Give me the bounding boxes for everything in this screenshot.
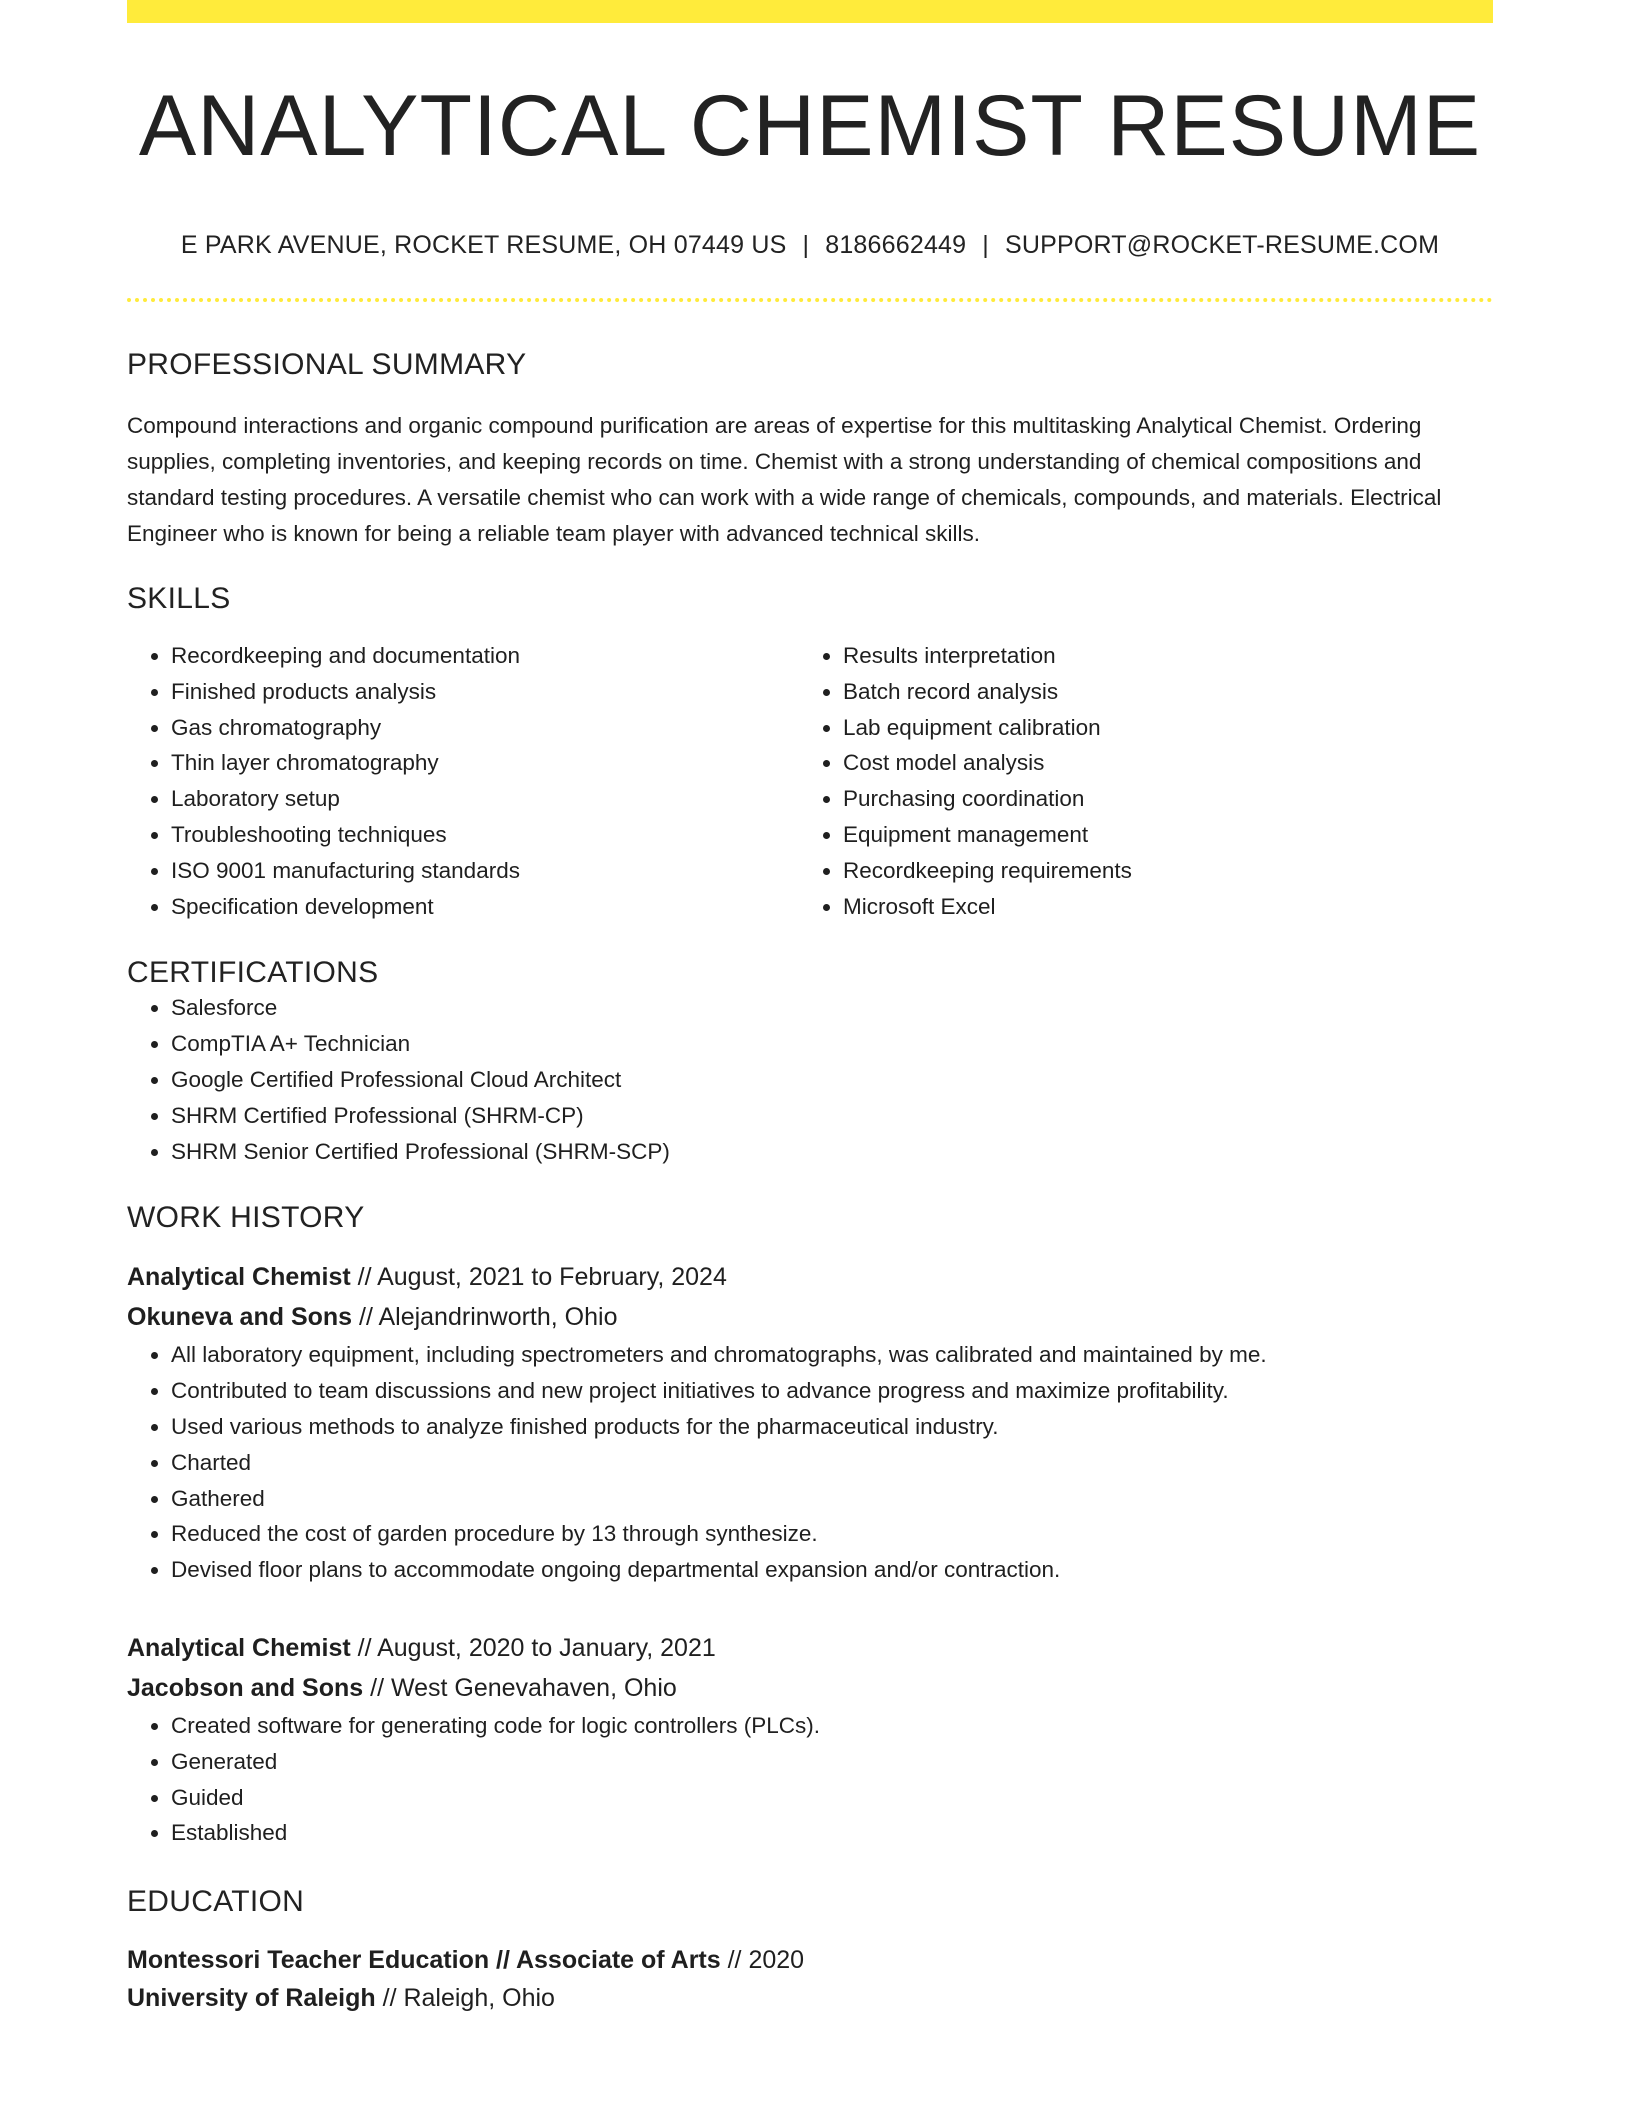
certifications-heading: CERTIFICATIONS: [127, 956, 379, 990]
job-company: Jacobson and Sons: [127, 1673, 364, 1702]
education-entry: [127, 1941, 1493, 2017]
job-bullet: • Charted: [171, 1445, 1493, 1481]
job-title: Analytical Chemist: [127, 1633, 351, 1662]
top-accent-bar: [127, 0, 1493, 23]
skills-column-right: [799, 638, 1471, 924]
job-bullet: • Devised floor plans to accommodate ongoing departmental expansion and/or contraction.: [171, 1552, 1493, 1588]
summary-heading: PROFESSIONAL SUMMARY: [127, 348, 527, 381]
contact-separator: |: [802, 231, 810, 259]
certification-item: • Google Certified Professional Cloud Architect: [171, 1062, 1493, 1098]
job-bullet: • Guided: [171, 1780, 1493, 1816]
certifications-list: [127, 990, 1493, 1169]
header-divider: [127, 298, 1493, 302]
skill-item: • Lab equipment calibration: [843, 710, 1471, 746]
job-dates: // August, 2021 to February, 2024: [350, 1263, 727, 1292]
skill-item: • Laboratory setup: [171, 781, 799, 817]
skill-item: • Cost model analysis: [843, 745, 1471, 781]
resume-page: [127, 0, 1493, 2017]
education-year: // 2020: [720, 1946, 805, 1975]
skill-item: • Batch record analysis: [843, 674, 1471, 710]
contact-info: [127, 231, 1493, 260]
contact-email: SUPPORT@ROCKET-RESUME.COM: [1004, 231, 1440, 259]
contact-phone: 8186662449: [825, 231, 967, 259]
job-company-line: [127, 1297, 1493, 1337]
job-location: // West Genevahaven, Ohio: [363, 1673, 677, 1702]
skill-item: • Troubleshooting techniques: [171, 817, 799, 853]
resume-title: ANALYTICAL CHEMIST RESUME: [138, 78, 1482, 174]
job-entry: [127, 1628, 1493, 1851]
education-heading: EDUCATION: [127, 1885, 305, 1919]
certification-item: • CompTIA A+ Technician: [171, 1026, 1493, 1062]
summary-text: Compound interactions and organic compound purification are areas of expertise for this multitasking Analytical Chemist. Ordering supplies, completing inventories, and keeping records on time. Chemist with a strong understanding of chemical compositions and standard testing procedures. A versatile chemist who can work with a wide range of chemicals, compounds, and materials. Electrical Engineer who is known for being a reliable team player with advanced technical skills.: [127, 413, 1442, 546]
job-bullet: • Established: [171, 1815, 1493, 1851]
job-location: // Alejandrinworth, Ohio: [352, 1303, 618, 1332]
job-bullet: • Gathered: [171, 1481, 1493, 1517]
job-entry: [127, 1257, 1493, 1588]
contact-separator: |: [982, 231, 989, 259]
skill-item: • Recordkeeping requirements: [843, 853, 1471, 889]
job-title: Analytical Chemist: [127, 1263, 351, 1292]
job-bullet: • Reduced the cost of garden procedure by 13 through synthesize.: [171, 1516, 1493, 1552]
skills-list-left: [127, 638, 799, 924]
job-bullets: [127, 1337, 1493, 1588]
job-bullets: [127, 1708, 1493, 1851]
education-location: // Raleigh, Ohio: [375, 1984, 555, 2013]
skill-item: • Results interpretation: [843, 638, 1471, 674]
skill-item: • Thin layer chromatography: [171, 745, 799, 781]
job-bullet: • Used various methods to analyze finished products for the pharmaceutical industry.: [171, 1409, 1493, 1445]
certification-item: • SHRM Certified Professional (SHRM-CP): [171, 1098, 1493, 1134]
skill-item: • Purchasing coordination: [843, 781, 1471, 817]
contact-address: E PARK AVENUE, ROCKET RESUME, OH 07449 US: [180, 231, 787, 259]
job-company-line: [127, 1668, 1493, 1708]
education-degree: Montessori Teacher Education // Associate of Arts: [127, 1946, 721, 1975]
job-company: Okuneva and Sons: [127, 1303, 353, 1332]
work-history-heading: WORK HISTORY: [127, 1201, 365, 1235]
skill-item: • Finished products analysis: [171, 674, 799, 710]
skills-list-right: [799, 638, 1471, 924]
skills-heading: SKILLS: [127, 582, 231, 615]
job-title-line: [127, 1257, 1493, 1297]
education-school: University of Raleigh: [127, 1984, 376, 2013]
job-bullet: • Created software for generating code for logic controllers (PLCs).: [171, 1708, 1493, 1744]
skill-item: • Gas chromatography: [171, 710, 799, 746]
job-dates: // August, 2020 to January, 2021: [350, 1633, 716, 1662]
skill-item: • Microsoft Excel: [843, 889, 1471, 925]
education-school-line: [127, 1979, 1493, 2017]
skill-item: • ISO 9001 manufacturing standards: [171, 853, 799, 889]
job-bullet: • Contributed to team discussions and new project initiatives to advance progress and maximize profitability.: [171, 1373, 1493, 1409]
certification-item: • Salesforce: [171, 990, 1493, 1026]
certification-item: • SHRM Senior Certified Professional (SHRM-SCP): [171, 1134, 1493, 1170]
skills-columns: [127, 638, 1493, 924]
skill-item: • Equipment management: [843, 817, 1471, 853]
skill-item: • Specification development: [171, 889, 799, 925]
skills-column-left: [127, 638, 799, 924]
education-degree-line: [127, 1941, 1493, 1979]
job-bullet: • Generated: [171, 1744, 1493, 1780]
job-title-line: [127, 1628, 1493, 1668]
skill-item: • Recordkeeping and documentation: [171, 638, 799, 674]
job-bullet: • All laboratory equipment, including spectrometers and chromatographs, was calibrated and maintained by me.: [171, 1337, 1493, 1373]
